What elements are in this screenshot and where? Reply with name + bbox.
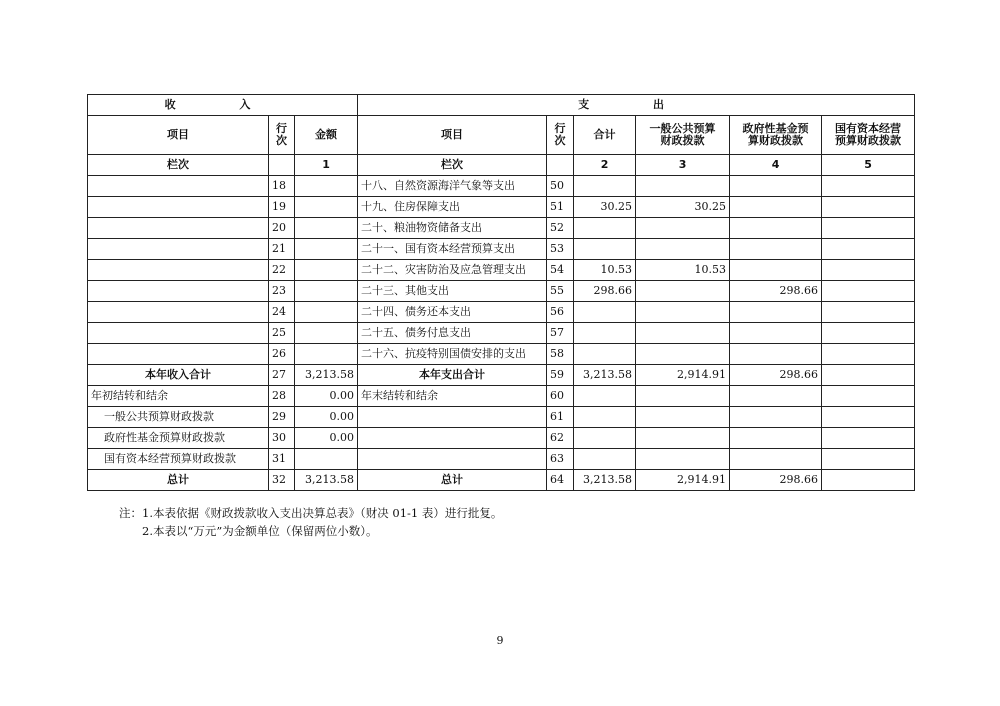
gov-fund-cell [730, 260, 822, 281]
income-line-cell: 22 [269, 260, 295, 281]
gov-fund-cell [730, 428, 822, 449]
income-line-cell: 21 [269, 239, 295, 260]
col-num-2: 2 [574, 155, 636, 176]
table-row [88, 386, 915, 407]
state-capital-cell [822, 218, 915, 239]
expenditure-item-cell [358, 428, 547, 449]
income-amount-cell [295, 197, 358, 218]
total-cell [574, 176, 636, 197]
table-row [88, 407, 915, 428]
expenditure-item-cell: 二十二、灾害防治及应急管理支出 [358, 260, 547, 281]
income-amount-cell: 3,213.58 [295, 365, 358, 386]
state-capital-cell [822, 197, 915, 218]
gov-fund-cell [730, 407, 822, 428]
expenditure-line-cell: 52 [547, 218, 574, 239]
gov-fund-cell [730, 176, 822, 197]
total-cell [574, 428, 636, 449]
income-item-cell [88, 260, 269, 281]
table-row [88, 260, 915, 281]
total-cell: 3,213.58 [574, 470, 636, 491]
expenditure-line-header: 行 次 [547, 116, 574, 155]
expenditure-item-cell: 年末结转和结余 [358, 386, 547, 407]
expenditure-line-cell: 61 [547, 407, 574, 428]
general-budget-cell [636, 386, 730, 407]
expenditure-item-cell: 总计 [358, 470, 547, 491]
income-line-cell: 28 [269, 386, 295, 407]
table-row [88, 449, 915, 470]
gov-fund-cell [730, 302, 822, 323]
income-item-cell [88, 218, 269, 239]
income-amount-cell [295, 260, 358, 281]
income-line-header: 行 次 [269, 116, 295, 155]
total-cell: 10.53 [574, 260, 636, 281]
fiscal-appropriation-table [87, 94, 915, 491]
general-budget-header: 一般公共预算 财政拨款 [636, 116, 730, 155]
gov-fund-cell: 298.66 [730, 365, 822, 386]
fiscal-appropriation-table-container [87, 94, 914, 491]
income-line-cell: 20 [269, 218, 295, 239]
income-order-label: 栏次 [88, 155, 269, 176]
general-budget-cell [636, 344, 730, 365]
general-budget-cell: 2,914.91 [636, 470, 730, 491]
expenditure-line-cell: 62 [547, 428, 574, 449]
total-cell [574, 302, 636, 323]
state-capital-cell [822, 428, 915, 449]
column-number-row [88, 155, 915, 176]
table-row [88, 218, 915, 239]
income-amount-cell: 3,213.58 [295, 470, 358, 491]
expenditure-item-header: 项目 [358, 116, 547, 155]
expenditure-label: 支 出 [578, 98, 694, 111]
total-cell: 298.66 [574, 281, 636, 302]
expenditure-item-cell: 十九、住房保障支出 [358, 197, 547, 218]
income-amount-cell [295, 218, 358, 239]
income-line-cell: 29 [269, 407, 295, 428]
table-row [88, 323, 915, 344]
state-capital-header: 国有资本经营 预算财政拨款 [822, 116, 915, 155]
state-capital-cell [822, 344, 915, 365]
general-budget-cell [636, 302, 730, 323]
income-item-cell [88, 344, 269, 365]
total-cell: 3,213.58 [574, 365, 636, 386]
total-cell [574, 386, 636, 407]
income-line-cell: 18 [269, 176, 295, 197]
general-budget-cell: 10.53 [636, 260, 730, 281]
income-amount-cell [295, 323, 358, 344]
gov-fund-cell: 298.66 [730, 281, 822, 302]
general-budget-cell: 30.25 [636, 197, 730, 218]
income-item-cell [88, 197, 269, 218]
income-item-cell [88, 176, 269, 197]
expenditure-item-cell [358, 449, 547, 470]
income-label: 收 入 [164, 98, 281, 111]
income-amount-cell [295, 302, 358, 323]
total-cell [574, 407, 636, 428]
expenditure-line-cell: 56 [547, 302, 574, 323]
expenditure-section-header [358, 95, 915, 116]
table-row [88, 428, 915, 449]
blank-cell [269, 155, 295, 176]
state-capital-cell [822, 281, 915, 302]
table-row [88, 302, 915, 323]
general-budget-cell [636, 218, 730, 239]
gov-fund-cell [730, 344, 822, 365]
income-line-cell: 24 [269, 302, 295, 323]
blank-cell [547, 155, 574, 176]
expenditure-item-cell: 二十四、债务还本支出 [358, 302, 547, 323]
general-budget-cell [636, 323, 730, 344]
total-cell [574, 323, 636, 344]
table-body [88, 176, 915, 491]
income-line-cell: 26 [269, 344, 295, 365]
expenditure-line-cell: 50 [547, 176, 574, 197]
header-row-sections [88, 95, 915, 116]
income-item-header: 项目 [88, 116, 269, 155]
income-line-cell: 32 [269, 470, 295, 491]
income-amount-cell: 0.00 [295, 407, 358, 428]
expenditure-item-cell: 二十一、国有资本经营预算支出 [358, 239, 547, 260]
expenditure-line-cell: 53 [547, 239, 574, 260]
gov-fund-cell: 298.66 [730, 470, 822, 491]
income-amount-cell [295, 449, 358, 470]
gov-fund-cell [730, 239, 822, 260]
note-2: 2.本表以“万元”为金额单位（保留两位小数）。 [142, 524, 378, 538]
expenditure-order-label: 栏次 [358, 155, 547, 176]
table-row [88, 470, 915, 491]
total-cell [574, 218, 636, 239]
state-capital-cell [822, 176, 915, 197]
expenditure-item-cell: 二十三、其他支出 [358, 281, 547, 302]
income-amount-cell [295, 176, 358, 197]
total-cell: 30.25 [574, 197, 636, 218]
income-amount-cell: 0.00 [295, 386, 358, 407]
gov-fund-cell [730, 323, 822, 344]
income-item-cell: 一般公共预算财政拨款 [88, 407, 269, 428]
income-amount-cell [295, 344, 358, 365]
col-num-4: 4 [730, 155, 822, 176]
state-capital-cell [822, 323, 915, 344]
general-budget-cell [636, 281, 730, 302]
state-capital-cell [822, 449, 915, 470]
state-capital-cell [822, 365, 915, 386]
total-cell [574, 239, 636, 260]
table-row [88, 197, 915, 218]
expenditure-line-cell: 59 [547, 365, 574, 386]
state-capital-cell [822, 470, 915, 491]
expenditure-line-cell: 57 [547, 323, 574, 344]
general-budget-cell [636, 407, 730, 428]
page-number: 9 [496, 634, 504, 647]
income-item-cell: 国有资本经营预算财政拨款 [88, 449, 269, 470]
general-budget-cell [636, 176, 730, 197]
expenditure-line-cell: 51 [547, 197, 574, 218]
total-cell [574, 449, 636, 470]
expenditure-item-cell [358, 407, 547, 428]
income-item-cell [88, 323, 269, 344]
general-budget-cell [636, 239, 730, 260]
state-capital-cell [822, 260, 915, 281]
income-item-cell: 总计 [88, 470, 269, 491]
table-row [88, 239, 915, 260]
state-capital-cell [822, 239, 915, 260]
income-item-cell [88, 281, 269, 302]
expenditure-line-cell: 60 [547, 386, 574, 407]
income-amount-cell [295, 281, 358, 302]
general-budget-cell: 2,914.91 [636, 365, 730, 386]
income-item-cell: 政府性基金预算财政拨款 [88, 428, 269, 449]
header-row-columns [88, 116, 915, 155]
state-capital-cell [822, 407, 915, 428]
expenditure-line-cell: 55 [547, 281, 574, 302]
income-amount-cell: 0.00 [295, 428, 358, 449]
state-capital-cell [822, 386, 915, 407]
income-line-cell: 30 [269, 428, 295, 449]
table-row [88, 176, 915, 197]
total-cell [574, 344, 636, 365]
income-amount-cell [295, 239, 358, 260]
gov-fund-cell [730, 197, 822, 218]
income-item-cell: 本年收入合计 [88, 365, 269, 386]
income-item-cell: 年初结转和结余 [88, 386, 269, 407]
income-item-cell [88, 239, 269, 260]
notes [119, 504, 502, 540]
state-capital-cell [822, 302, 915, 323]
gov-fund-cell [730, 449, 822, 470]
income-line-cell: 23 [269, 281, 295, 302]
col-num-5: 5 [822, 155, 915, 176]
table-row [88, 344, 915, 365]
expenditure-item-cell: 二十、粮油物资储备支出 [358, 218, 547, 239]
expenditure-line-cell: 63 [547, 449, 574, 470]
expenditure-item-cell: 二十五、债务付息支出 [358, 323, 547, 344]
income-line-cell: 19 [269, 197, 295, 218]
general-budget-cell [636, 449, 730, 470]
income-amount-header: 金额 [295, 116, 358, 155]
income-line-cell: 31 [269, 449, 295, 470]
expenditure-item-cell: 十八、自然资源海洋气象等支出 [358, 176, 547, 197]
col-num-1: 1 [295, 155, 358, 176]
general-budget-cell [636, 428, 730, 449]
table-row [88, 281, 915, 302]
expenditure-line-cell: 64 [547, 470, 574, 491]
total-header: 合计 [574, 116, 636, 155]
income-item-cell [88, 302, 269, 323]
expenditure-item-cell: 本年支出合计 [358, 365, 547, 386]
gov-fund-cell [730, 386, 822, 407]
income-line-cell: 25 [269, 323, 295, 344]
expenditure-line-cell: 58 [547, 344, 574, 365]
gov-fund-cell [730, 218, 822, 239]
expenditure-line-cell: 54 [547, 260, 574, 281]
col-num-3: 3 [636, 155, 730, 176]
note-1: 注：1.本表依据《财政拨款收入支出决算总表》（财决 01-1 表）进行批复。 [119, 506, 503, 520]
table-row [88, 365, 915, 386]
expenditure-item-cell: 二十六、抗疫特别国债安排的支出 [358, 344, 547, 365]
gov-fund-header: 政府性基金预 算财政拨款 [730, 116, 822, 155]
income-line-cell: 27 [269, 365, 295, 386]
income-section-header [88, 95, 358, 116]
